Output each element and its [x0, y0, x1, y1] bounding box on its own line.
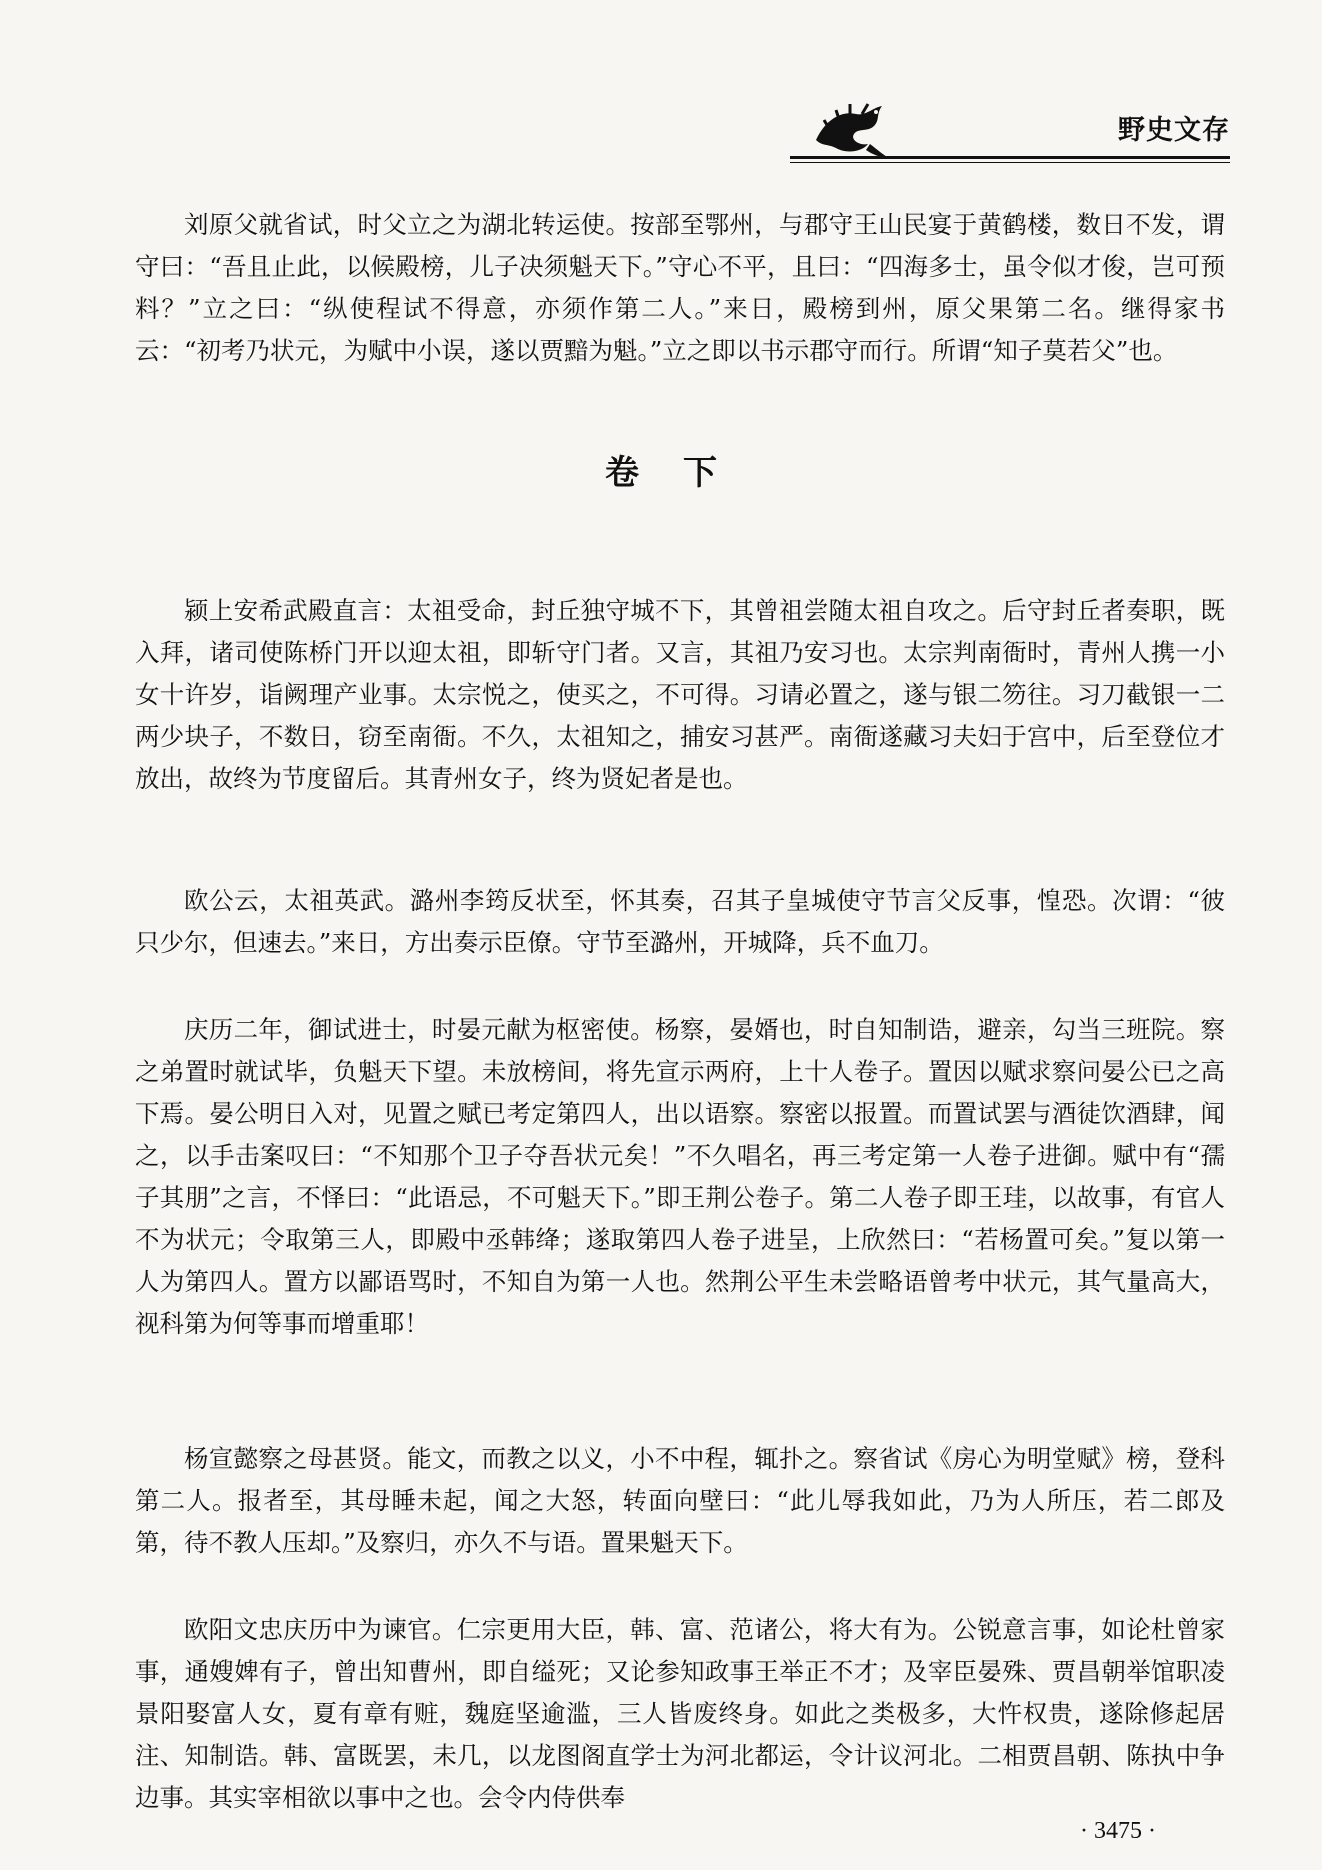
page-number: · 3475 ·: [1080, 1818, 1156, 1844]
header-rule: [790, 156, 1230, 159]
paragraph-an-xiwu: 颍上安希武殿直言：太祖受命，封丘独守城不下，其曾祖尝随太祖自攻之。后守封丘者奏职，既入拜，诸司使陈桥门开以迎太祖，即斩守门者。又言，其祖乃安习也。太宗判南衙时，青州人携一小女十许岁，诣阙理产业事。太宗悦之，使买之，不可得。习请必置之，遂与银二笏往。习刀截银一二两少块子，不数日，窃至南衙。不久，太祖知之，捕安习甚严。南衙遂藏习夫妇于宫中，后至登位才放出，故终为节度留后。其青州女子，终为贤妃者是也。: [135, 595, 1225, 793]
paragraph-yang-mother: 杨宣懿察之母甚贤。能文，而教之以义，小不中程，辄扑之。察省试《房心为明堂赋》榜，登科第二人。报者至，其母睡未起，闻之大怒，转面向壁曰：“此儿辱我如此，乃为人所压，若二郎及第，待不教人压却。”及察归，亦久不与语。置果魁天下。: [135, 1443, 1225, 1557]
chapter-title: 卷下: [605, 453, 761, 493]
paragraph-ou-gong: 欧公云，太祖英武。潞州李筠反状至，怀其奏，召其子皇城使守节言父反事，惶恐。次谓：“彼只少尔，但速去。”来日，方出奏示臣僚。守节至潞州，开城降，兵不血刀。: [135, 885, 1225, 957]
running-header: [790, 100, 1230, 162]
paragraph-qingli-exam: 庆历二年，御试进士，时晏元献为枢密使。杨察，晏婿也，时自知制诰，避亲，勾当三班院。察之弟置时就试毕，负魁天下望。未放榜间，将先宣示两府，上十人卷子。置因以赋求察问晏公已之高下焉。晏公明日入对，见置之赋已考定第四人，出以语察。察密以报置。而置试罢与酒徒饮酒肆，闻之，以手击案叹曰：“不知那个卫子夺吾状元矣！”不久唱名，再三考定第一人卷子进御。赋中有“孺子其朋”之言，不怿曰：“此语忌，不可魁天下。”即王荆公卷子。第二人卷子即王珪，以故事，有官人不为状元；令取第三人，即殿中丞韩绛；遂取第四人卷子进呈，上欣然曰：“若杨置可矣。”复以第一人为第四人。置方以鄙语骂时，不知自为第一人也。然荆公平生未尝略语曾考中状元，其气量高大，视科第为何等事而增重耶！: [135, 1014, 1225, 1338]
paragraph-liu-yuanfu: 刘原父就省试，时父立之为湖北转运使。按部至鄂州，与郡守王山民宴于黄鹤楼，数日不发，谓守曰：“吾且止此，以候殿榜，儿子决须魁天下。”守心不平，且曰：“四海多士，虽令似才俊，岂可预料？”立之曰：“纵使程试不得意，亦须作第二人。”来日，殿榜到州，原父果第二名。继得家书云：“初考乃状元，为赋中小误，遂以贾黯为魁。”立之即以书示郡守而行。所谓“知子莫若父”也。: [135, 209, 1225, 365]
paragraph-ouyang-wenzhong: 欧阳文忠庆历中为谏官。仁宗更用大臣，韩、富、范诸公，将大有为。公锐意言事，如论杜曾家事，通嫂婢有子，曾出知曹州，即自缢死；又论参知政事王举正不才；及宰臣晏殊、贾昌朝举馆职凌景阳娶富人女，夏有章有赃，魏庭坚逾滥，三人皆废终身。如此之类极多，大忤权贵，遂除修起居注、知制诰。韩、富既罢，未几，以龙图阁直学士为河北都运，令计议河北。二相贾昌朝、陈执中争边事。其实宰相欲以事中之也。会令内侍供奉: [135, 1614, 1225, 1812]
series-title: 野史文存: [1118, 115, 1230, 146]
header-rule-thin: [790, 162, 1230, 163]
dragon-icon: [810, 100, 892, 162]
